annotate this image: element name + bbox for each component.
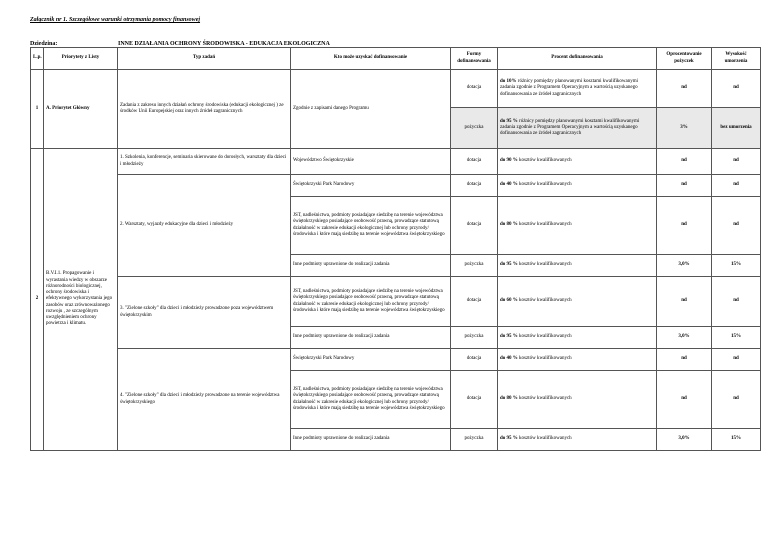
section1-lp: 1 [31,70,44,149]
section2-typ2: 2. Warsztaty, wyjazdy edukacyjne dla dzieci i młodzieży [118,175,291,277]
kto-cell: Województwo Świętokrzyskie [291,149,451,175]
oprocentowanie-cell: nd [657,175,712,197]
kto-cell: Inne podmioty uprawnione do realizacji zadania [291,429,451,451]
kto-cell: Świętokrzyski Park Narodowy [291,175,451,197]
oprocentowanie-cell: 3% [657,108,712,149]
header-priorytety: Priorytety z Listy [44,48,118,70]
kto-cell: Inne podmioty uprawnione do realizacji zadania [291,255,451,277]
umorzenie-cell: nd [712,149,761,175]
forma-cell: dotacja [451,371,498,429]
kto-cell: JST, nadleśnictwa, podmioty posiadające siedzibę na terenie województwa świętokrzyskiego posiadające osobowość prawną, prowadzące statutową działalność w zakresie edukacji ekologicznej lub ochrony przyrody/środowiska i które mają siedzibę na terenie województwa świętokrzyskiego [291,371,451,429]
section2-typ3: 3. "Zielone szkoły" dla dzieci i młodzieży prowadzone poza województwem świętokrzyskim [118,277,291,349]
forma-cell: pożyczka [451,255,498,277]
domain-label: Dziedzina: [30,41,58,47]
umorzenie-cell: nd [712,371,761,429]
section2-typ4: 4. "Zielone szkoły" dla dzieci i młodzieży prowadzone na terenie województwa świętokrzyskiego [118,349,291,451]
forma-cell: dotacja [451,149,498,175]
oprocentowanie-cell: 3,0% [657,255,712,277]
umorzenie-cell: 15% [712,255,761,277]
umorzenie-cell: nd [712,175,761,197]
forma-cell: dotacja [451,277,498,327]
forma-cell: pożyczka [451,429,498,451]
forma-cell: dotacja [451,349,498,371]
header-oprocentowanie: Oprocentowanie pożyczek [657,48,712,70]
procent-cell: do 95 % kosztów kwalifikowanych [498,327,657,349]
procent-cell: do 40 % kosztów kwalifikowanych [498,175,657,197]
oprocentowanie-cell: nd [657,371,712,429]
header-wysokosc: Wysokość umorzenia [712,48,761,70]
kto-cell: JST, nadleśnictwa, podmioty posiadające siedzibę na terenie województwa świętokrzyskiego posiadające osobowość prawną, prowadzące statutową działalność w zakresie edukacji ekologicznej lub ochrony przyrody/środowiska i które mają siedzibę na terenie województwa świętokrzyskiego [291,277,451,327]
oprocentowanie-cell: nd [657,277,712,327]
umorzenie-cell: nd [712,277,761,327]
header-typ: Typ zadań [118,48,291,70]
section2-priorytet: B.V.I.1. Propagowanie i wyrastania wiedzy w obszarze różnorodności biologicznej, ochrony środowiska i efektywnego wykorzystania jego zasobów oraz zrównoważonego rozwoju , ze szczególnym uwzględnieniem ochrony powietrza i klimatu. [44,149,118,451]
umorzenie-cell: nd [712,349,761,371]
forma-cell: dotacja [451,175,498,197]
procent-cell: do 90 % kosztów kwalifikowanych [498,149,657,175]
oprocentowanie-cell: nd [657,149,712,175]
procent-cell: do 10% różnicy pomiędzy planowanymi kosztami kwalifikowanymi zadania zgodnie z Programem Operacyjnym a wartością uzyskanego dofinansowania ze źródeł zagranicznych [498,70,657,108]
procent-cell: do 95 % kosztów kwalifikowanych [498,255,657,277]
header-row [31,48,761,70]
header-formy: Formy dofinansowania [451,48,498,70]
table-row [31,175,761,197]
procent-cell: do 40 % kosztów kwalifikowanych [498,349,657,371]
procent-cell: do 95 % kosztów kwalifikowanych [498,429,657,451]
oprocentowanie-cell: nd [657,70,712,108]
header-kto: Kto może uzyskać dofinansowanie [291,48,451,70]
kto-cell: JST, nadleśnictwa, podmioty posiadające siedzibę na terenie województwa świętokrzyskiego posiadające osobowość prawną, prowadzące statutową działalność w zakresie edukacji ekologicznej lub ochrony przyrody/środowiska i które mają siedzibę na terenie województwa świętokrzyskiego [291,197,451,255]
table-row [31,149,761,175]
section1-priorytet: A. Priorytet Główny [44,70,118,149]
umorzenie-cell: bez umorzenia [712,108,761,149]
table-row [31,70,761,108]
kto-cell: Inne podmioty uprawnione do realizacji zadania [291,327,451,349]
financing-table [30,47,761,451]
umorzenie-cell: 15% [712,429,761,451]
section2-lp: 2 [31,149,44,451]
kto-cell: Świętokrzyski Park Narodowy [291,349,451,371]
forma-cell: pożyczka [451,108,498,149]
forma-cell: dotacja [451,70,498,108]
forma-cell: dotacja [451,197,498,255]
oprocentowanie-cell: 3,0% [657,429,712,451]
oprocentowanie-cell: nd [657,349,712,371]
forma-cell: pożyczka [451,327,498,349]
umorzenie-cell: nd [712,197,761,255]
umorzenie-cell: 15% [712,327,761,349]
header-lp: L.p. [31,48,44,70]
section2-typ1: 1. Szkolenia, konferencje, seminaria skierowane do dorosłych, warsztaty dla dzieci i młodzieży [118,149,291,175]
header-procent: Procent dofinansowania [498,48,657,70]
oprocentowanie-cell: nd [657,197,712,255]
table-row [31,277,761,327]
section1-typ: Zadania z zakresu innych działań ochrony środowiska (edukacji ekologicznej ) ze środków Unii Europejskiej oraz innych źródeł zagranicznych [118,70,291,149]
table-row [31,349,761,371]
procent-cell: do 60 % kosztów kwalifikowanych [498,277,657,327]
procent-cell: do 80 % kosztów kwalifikowanych [498,371,657,429]
section1-kto: Zgodnie z zapisami danego Programu [291,70,451,149]
procent-cell: do 80 % kosztów kwalifikowanych [498,197,657,255]
procent-cell: do 95 % różnicy pomiędzy planowanymi kosztami kwalifikowanymi zadania zgodnie z Programem Operacyjnym a wartością uzyskanego dofinansowania ze źródeł zagranicznych [498,108,657,149]
domain-value: INNE DZIAŁANIA OCHRONY ŚRODOWISKA - EDUKACJA EKOLOGICZNA [118,41,330,47]
umorzenie-cell: nd [712,70,761,108]
oprocentowanie-cell: 3,0% [657,327,712,349]
document-title: Załącznik nr 1. Szczegółowe warunki otrzymania pomocy finansowej [30,17,201,23]
